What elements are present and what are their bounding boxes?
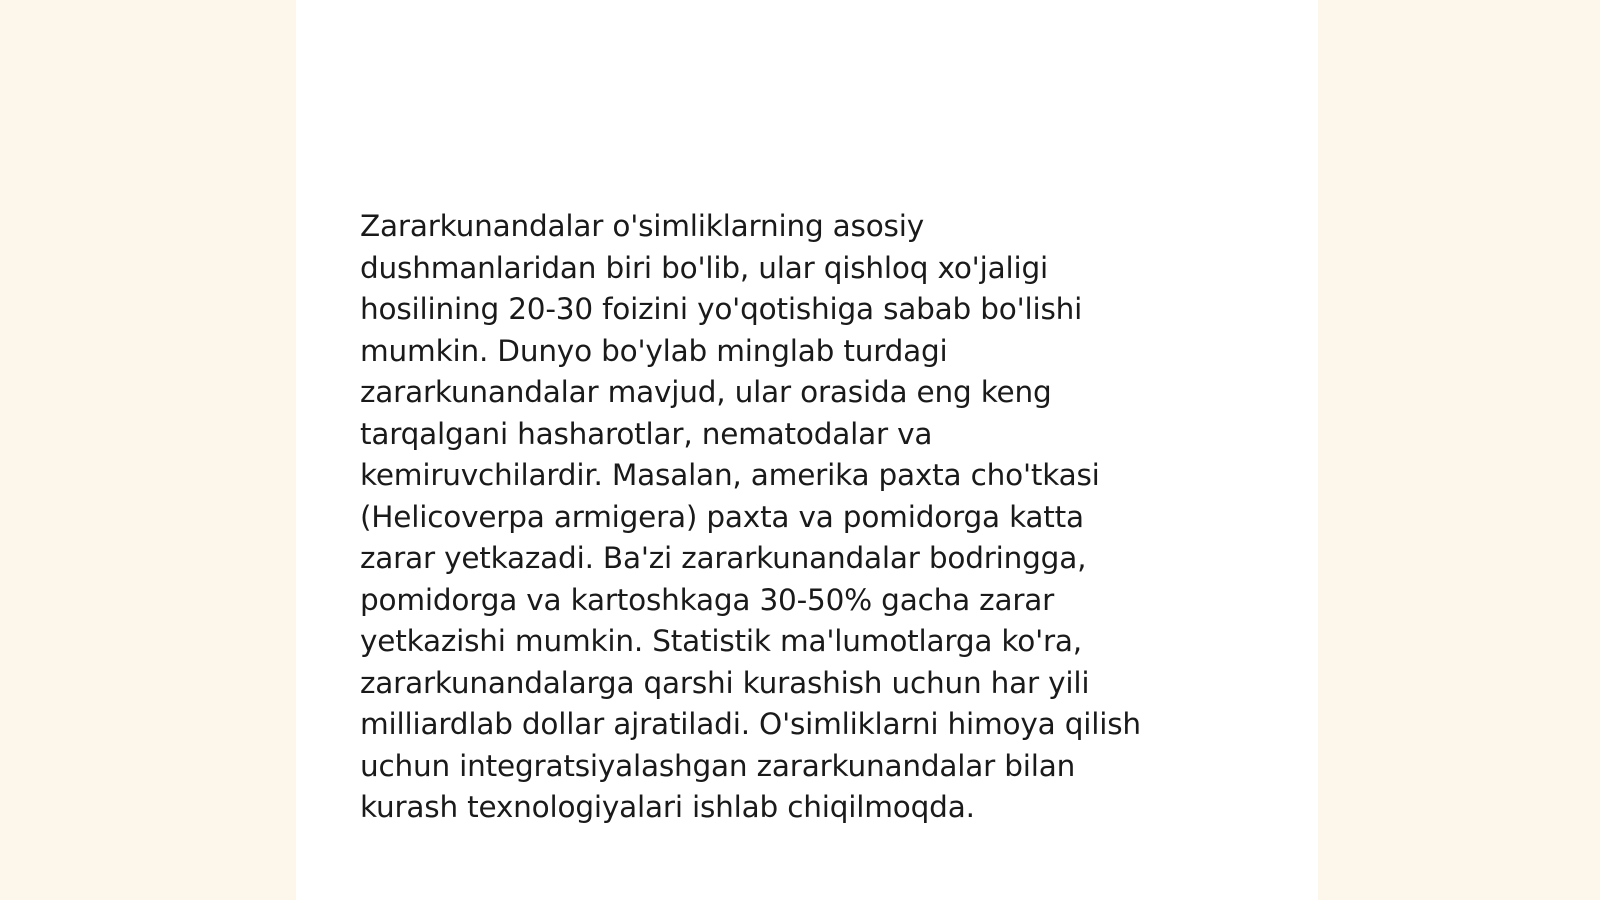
body-paragraph xyxy=(360,206,1250,829)
paragraph-line: tarqalgani hasharotlar, nematodalar va xyxy=(360,416,933,451)
paragraph-line: uchun integratsiyalashgan zararkunandalar bilan xyxy=(360,748,1076,783)
paragraph-line: zararkunandalar mavjud, ular orasida eng keng xyxy=(360,375,1052,409)
paragraph-line: pomidorga va kartoshkaga 30-50% gacha zarar xyxy=(360,582,1055,617)
paragraph-line: Zararkunandalar o'simliklarning asosiy xyxy=(360,209,924,243)
paragraph-line: dushmanlaridan biri bo'lib, ular qishloq xo'jaligi xyxy=(360,250,1048,285)
paragraph-line: mumkin. Dunyo bo'ylab minglab turdagi xyxy=(360,333,948,368)
paragraph-line: (Helicoverpa armigera) paxta va pomidorga katta xyxy=(360,499,1084,534)
paragraph-line: milliardlab dollar ajratiladi. O'simliklarni himoya qilish xyxy=(360,707,1141,741)
paragraph-line: zarar yetkazadi. Ba'zi zararkunandalar bodringga, xyxy=(360,541,1087,575)
paragraph-line: hosilining 20-30 foizini yo'qotishiga sabab bo'lishi xyxy=(360,292,1083,326)
paragraph-line: zararkunandalarga qarshi kurashish uchun har yili xyxy=(360,665,1090,700)
slide-page xyxy=(296,0,1318,900)
paragraph-line: kemiruvchilardir. Masalan, amerika paxta cho'tkasi xyxy=(360,458,1100,492)
paragraph-line: kurash texnologiyalari ishlab chiqilmoqda. xyxy=(360,790,975,824)
paragraph-line: yetkazishi mumkin. Statistik ma'lumotlarga ko'ra, xyxy=(360,624,1082,658)
